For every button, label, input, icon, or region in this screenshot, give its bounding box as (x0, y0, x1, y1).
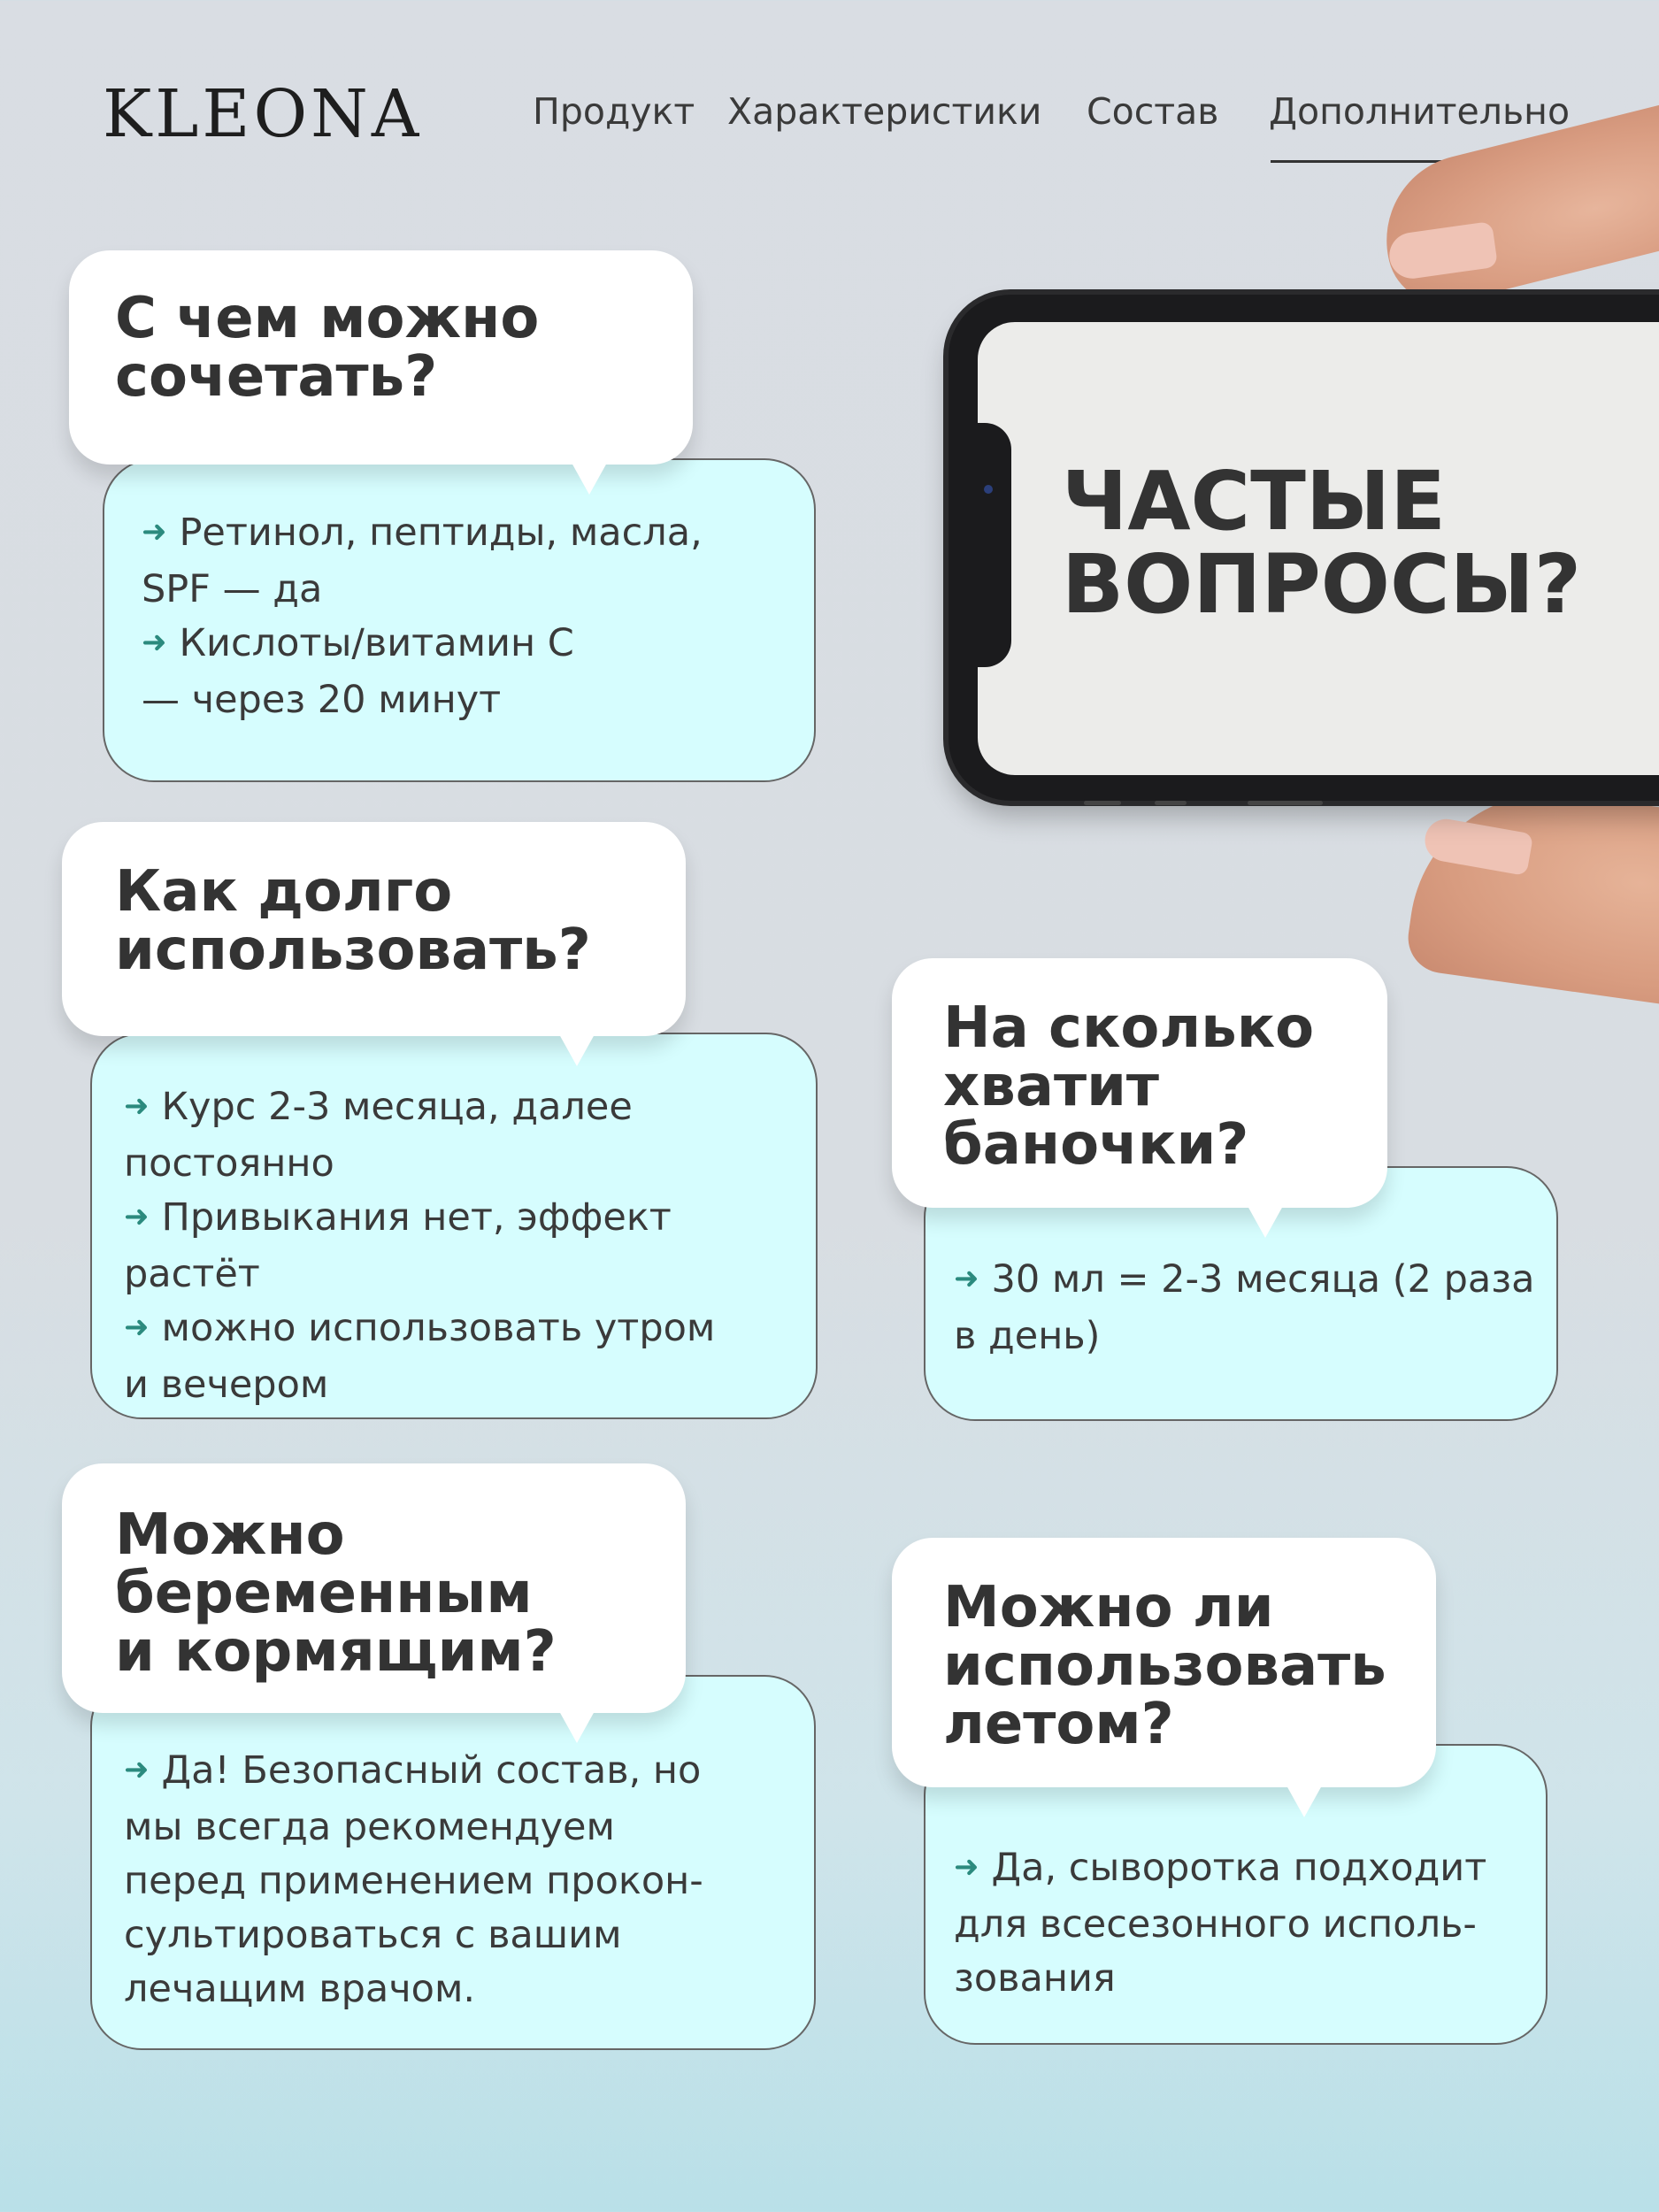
faq-question-5: Можно ли использовать летом? (892, 1538, 1436, 1787)
arrow-icon: ➜ (124, 1088, 150, 1124)
hand-bottom-illustration (1403, 775, 1659, 1012)
nav-item-characteristics[interactable]: Характеристики (727, 90, 1042, 133)
bubble-tail (1286, 1786, 1322, 1817)
phone-side-button (1248, 801, 1323, 805)
faq-question-3: На сколько хватит баночки? (892, 958, 1387, 1208)
phone-notch (978, 423, 1011, 667)
phone-side-button (1155, 801, 1187, 805)
bubble-tail (559, 1711, 595, 1743)
arrow-icon: ➜ (954, 1849, 979, 1885)
faq-answer-5: ➜ Да, сыворотка подходит для всесезонного исполь- зования (924, 1744, 1548, 2045)
faq-answer-2: ➜ Курс 2-3 месяца, далее постоянно ➜ Привыкания нет, эффект растёт ➜ можно использовать утром и вечером (90, 1033, 818, 1419)
faq-question-2: Как долго использовать? (62, 822, 686, 1036)
bubble-tail (1248, 1206, 1283, 1238)
bubble-tail (572, 463, 607, 495)
nav-item-product[interactable]: Продукт (533, 90, 695, 133)
arrow-icon: ➜ (124, 1199, 150, 1234)
phone-camera-icon (984, 485, 993, 494)
nav-item-additional[interactable]: Дополнительно (1269, 90, 1571, 133)
arrow-icon: ➜ (142, 625, 167, 660)
arrow-icon: ➜ (124, 1310, 150, 1345)
faq-question-4: Можно беременным и кормящим? (62, 1463, 686, 1713)
faq-answer-4: ➜ Да! Безопасный состав, но мы всегда рекомендуем перед применением прокон- сультироваться с вашим лечащим врачом. (90, 1675, 816, 2050)
faq-answer-1: ➜ Ретинол, пептиды, масла, SPF — да ➜ Кислоты/витамин C — через 20 минут (103, 458, 816, 782)
bubble-tail (559, 1034, 595, 1066)
arrow-icon: ➜ (954, 1261, 979, 1296)
faq-question-1: С чем можно сочетать? (69, 250, 693, 465)
nav-item-composition[interactable]: Состав (1087, 90, 1219, 133)
arrow-icon: ➜ (124, 1752, 150, 1787)
arrow-icon: ➜ (142, 514, 167, 549)
phone-side-button (1084, 801, 1121, 805)
faq-answer-3: ➜ 30 мл = 2-3 месяца (2 раза в день) (924, 1166, 1558, 1421)
brand-logo: KLEONA (103, 76, 423, 152)
phone-title: ЧАСТЫЕ ВОПРОСЫ? (1062, 454, 1582, 632)
